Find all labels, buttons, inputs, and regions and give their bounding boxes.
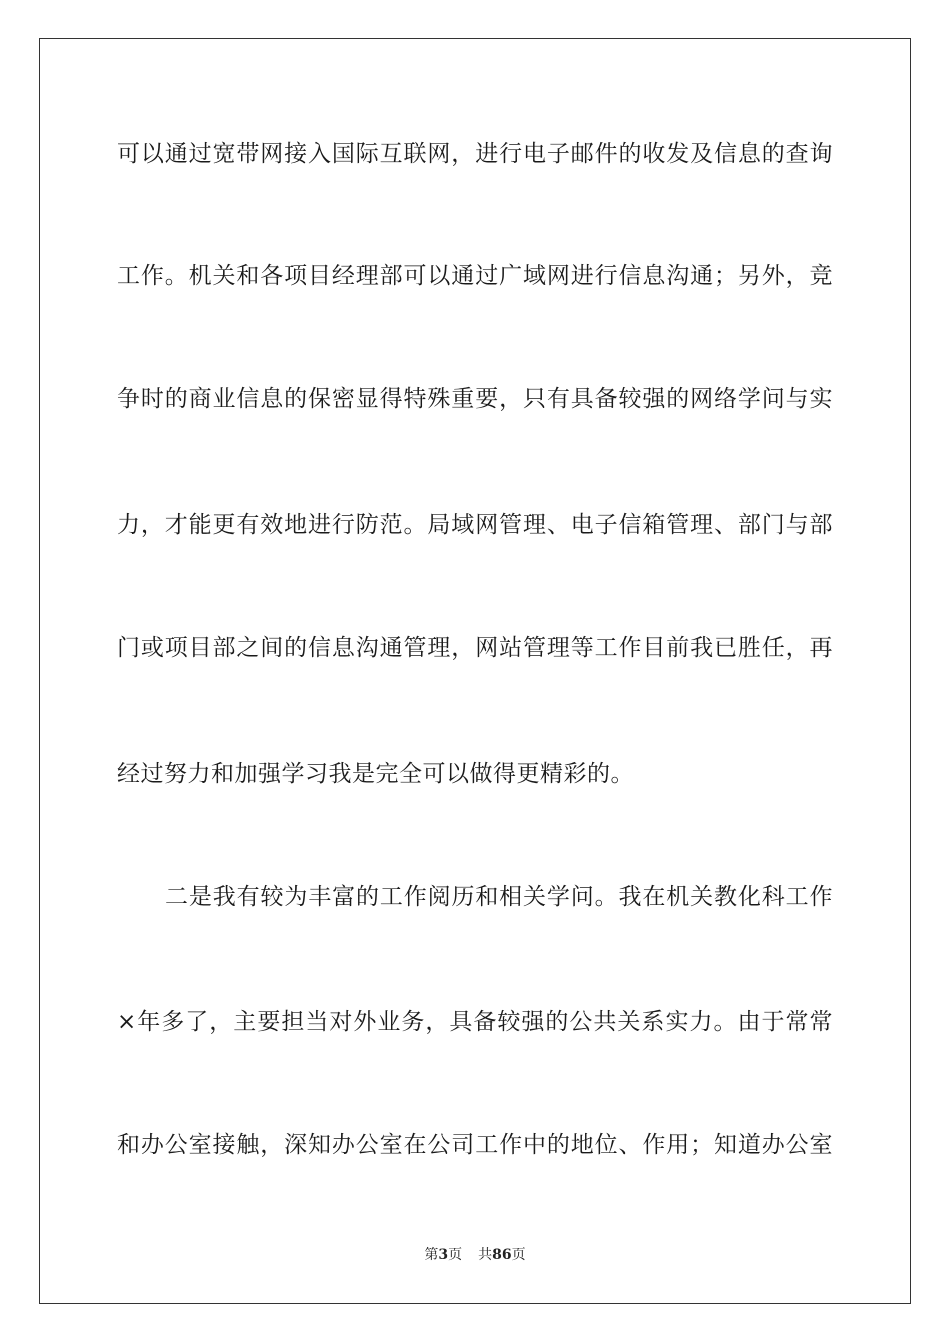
total-suffix: 页 (511, 1247, 526, 1263)
text-line-4: 力，才能更有效地进行防范。局域网管理、电子信箱管理、部门与部 (117, 512, 833, 538)
page-number: 3 (438, 1247, 449, 1263)
paragraph-2-first-line: 二是我有较为丰富的工作阅历和相关学问。我在机关教化科工作 (165, 884, 833, 910)
page-prefix: 第 (424, 1247, 439, 1263)
page-border (39, 38, 911, 1304)
page-footer (0, 1246, 950, 1264)
text-line-8: ×年多了，主要担当对外业务，具备较强的公共关系实力。由于常常 (117, 1009, 833, 1035)
text-line-6: 经过努力和加强学习我是完全可以做得更精彩的。 (117, 761, 634, 787)
total-prefix: 共 (478, 1247, 493, 1263)
text-line-2: 工作。机关和各项目经理部可以通过广域网进行信息沟通；另外，竞 (117, 263, 833, 289)
text-line-1: 可以通过宽带网接入国际互联网，进行电子邮件的收发及信息的查询 (117, 141, 833, 167)
text-line-9: 和办公室接触，深知办公室在公司工作中的地位、作用；知道办公室 (117, 1132, 833, 1158)
text-line-5: 门或项目部之间的信息沟通管理，网站管理等工作目前我已胜任，再 (117, 635, 833, 661)
text-line-3: 争时的商业信息的保密显得特殊重要，只有具备较强的网络学问与实 (117, 386, 833, 412)
total-pages: 86 (492, 1247, 512, 1263)
page-suffix: 页 (448, 1247, 463, 1263)
